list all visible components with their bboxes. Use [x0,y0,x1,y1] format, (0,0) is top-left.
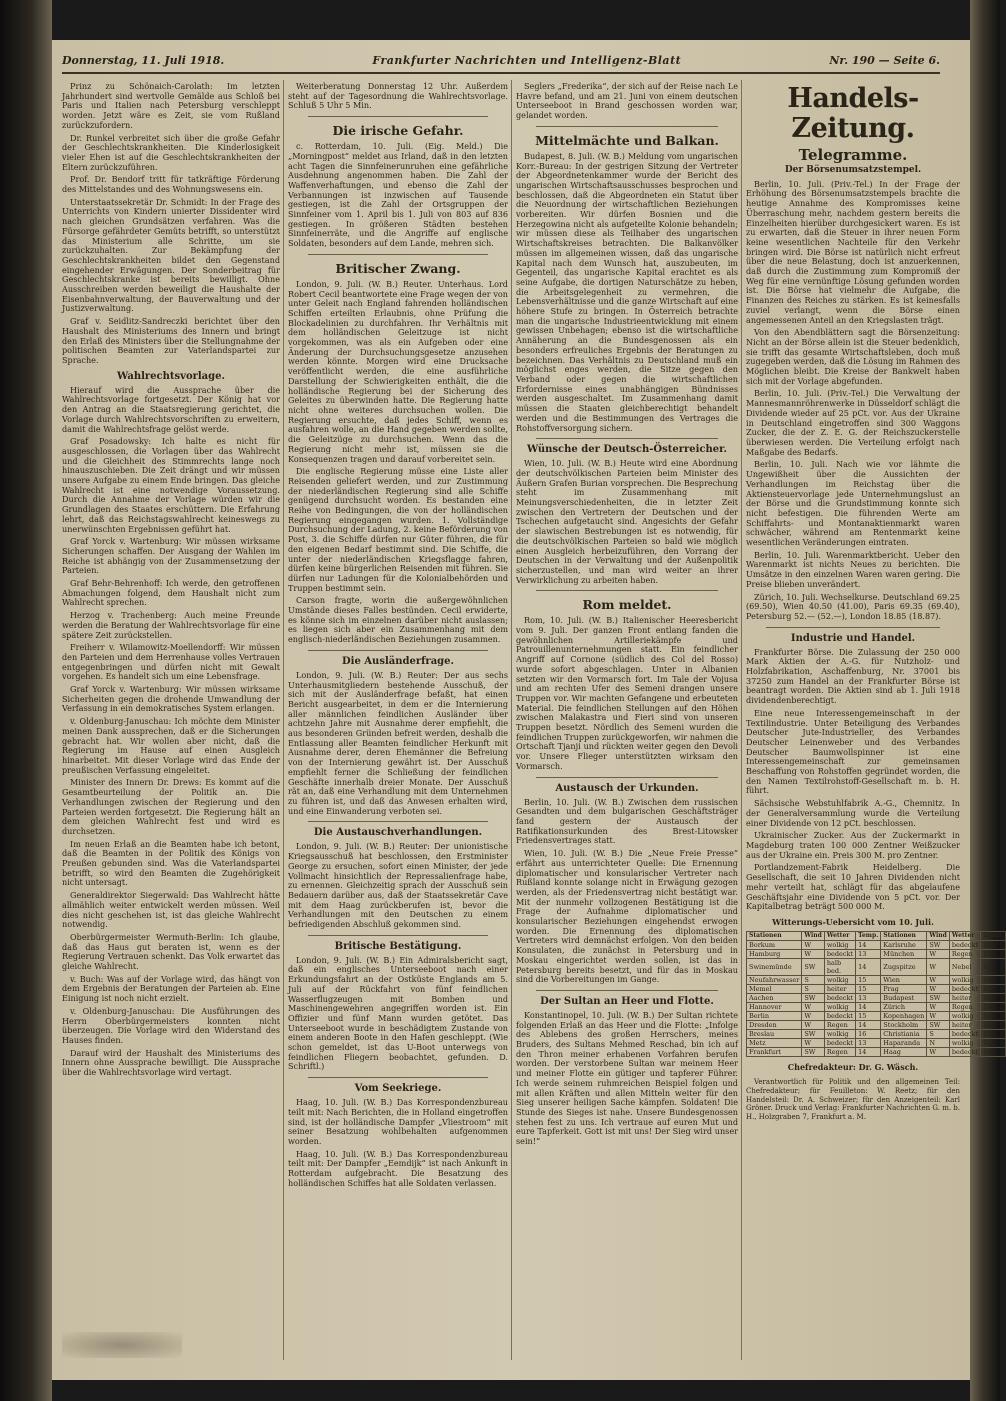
divider [536,438,718,439]
weather-cell: 15 [856,984,881,993]
continued-text: Seglers „Frederika“, der sich auf der Reise nach Le Havre befand, und am 21. Juni von einem deutschen Unterseeboot in Brand geschossen worden war, gelandet worden. [516,81,738,121]
weather-cell: 14 [856,1002,881,1011]
weather-cell: 13 [856,1038,881,1047]
weather-row [747,958,1006,975]
issue-date: Donnerstag, 11. Juli 1918. [62,54,225,67]
headline-british-confirmation: Britische Bestätigung. [334,940,462,952]
paragraph: Eine neue Interessengemeinschaft in der Textilindustrie. Unter Beteiligung des Verbandes Deutscher Jute-Industrieller, des Verbandes Deutscher Leinenweber und des Verbandes Deutscher Baumwollspinner ist eine Interessengemeinschaft zur gemeinsamen Beschaffung von Rohstoffen gegründet worden, die den Namen Textilrohstoff-Gesellschaft m. b. H. führt. [746,707,960,796]
weather-cell: wolkig [824,975,855,984]
weather-cell: Haparanda [881,1038,927,1047]
article-rome-reports [516,616,738,771]
paragraph: Berlin, 10. Juli. (Priv.-Tel.) Die Verwaltung der Mannesmannröhrenwerke in Düsseldorf schlägt die Dividende wieder auf 25 pCt. vor. Aus der Ukraine in Deutschland eingetroffen sind 300 Waggons Zucker, die der Z. E. G. der Reichszuckerstelle überwiesen werden. Die Verteilung erfolgt nach Maßgabe des Bedarfs. [746,388,960,457]
market-telegrams [746,328,960,621]
paragraph: Herzog v. Trachenberg: Auch meine Freunde werden die Beratung der Wahlrechtsvorlage für eine spätere Zeit zurückstellen. [62,610,280,640]
weather-cell: wolkig [824,1002,855,1011]
weather-overview-title: Witterungs-Uebersicht vom 10. Juli. [772,916,934,927]
paragraph: Die englische Regierung müsse eine Liste aller Reisenden geliefert werden, und zur Zustimmung der niederländischen Regierung sind alle Schiffe genügend durchsucht worden. Es bestanden eine Reihe von Bedingungen, die von der holländischen Regierung eingegangen wurden. 1. Vollständige Durchsuchung der Ladung, 2. keine Beförderung von Post, 3. die Schiffe dürfen nur Güter führen, die für den eigenen Bedarf bestimmt sind. Die Schiffe, die unter der niederländischen Kriegsflagge fahren, dürfen keine bürgerlichen Reisenden mit führen. Sie dürfen nur Ladungen für die Kolonialbehörden und Truppen bestimmt sein. [288,466,508,593]
paragraph: Berlin, 10. Juli. Warenmarktbericht. Ueber den Warenmarkt ist nichts Neues zu berichten. Die Umsätze in den einzelnen Waren waren gering. Die Preise blieben unverändert. [746,549,960,589]
herrenhaus-report [62,82,280,366]
paragraph: Sächsische Webstuhlfabrik A.-G., Chemnitz. In der Generalversammlung wurde die Verteilung einer Dividende von 12 pCt. beschlossen. [746,798,960,828]
weather-cell: 16 [981,1020,1006,1029]
section-heading-wahlrecht: Wahlrechtsvorlage. [116,370,225,382]
paragraph: v. Oldenburg-Januschau: Ich möchte dem Minister meinen Dank aussprechen, daß er die Sicherungen gebracht hat. Wir wollen aber nicht, daß die Regierung im Hause auf einen Ausgleich hinarbeitet. Mit dieser Vorlage wird das Ende der preußischen Verfassung eingeleitet. [62,716,280,775]
weather-cell: W [802,1038,824,1047]
editor-in-chief: Chefredakteur: Dr. G. Wäsch. [787,1061,919,1072]
weather-cell: 14 [981,1011,1006,1020]
weather-cell: S [927,1029,949,1038]
weather-cell: Kopenhagen [881,1011,927,1020]
paragraph: Prof. Dr. Bendorf tritt für tatkräftige Förderung des Mittelstandes und des Wohnungswesens ein. [62,174,280,195]
paragraph: Berlin, 10. Juli. (W. B.) Zwischen dem russischen Gesandten und dem bulgarischen Geschäftsträger fand gestern der Austausch der Ratifikationsurkunden des Brest-Litowsker Friedensvertrages statt. [516,796,738,846]
weather-row [747,949,1006,958]
weather-row [747,984,1006,993]
weather-cell: Karlsruhe [881,940,927,949]
weather-row [747,1038,1006,1047]
weather-cell: bedeckt [949,1029,980,1038]
weather-cell: 15 [981,975,1006,984]
weather-cell: 15 [856,1011,881,1020]
weather-cell: W [802,1011,824,1020]
weather-column-header: Temp. [856,931,881,940]
weather-table-header [747,931,1006,940]
weather-cell: Swinemünde [747,958,802,975]
headline-british-coercion: Britischer Zwang. [335,260,461,276]
weather-cell: Aachen [747,993,802,1002]
article-foreigners [288,671,508,817]
divider [536,990,718,991]
weather-cell: S [802,975,824,984]
column-4 [746,82,1004,1360]
weather-cell: W [927,1011,949,1020]
paragraph: Graf Yorck v. Wartenburg: Wir müssen wirksame Sicherheiten gegen die drohende Umwandlung der Verfassung in ein demokratisches System erlangen. [62,684,280,714]
paragraph: London, 9. Juli. (W. B.) Reuter: Der unionistische Kriegsausschuß hat beschlossen, den Erstminister George zu ersuchen, sofort einen Minister, der jede Vollmacht hinsichtlich der Repressalienfrage habe, zu ernennen. Gleichzeitig sprach der Ausschuß sein Bedauern darüber aus, daß der Staatssekretär Cave mit dem Haag zurückberufen ist, bevor die Verhandlungen mit den Deutschen zu einem befriedigenden Abschluß gekommen sind. [288,841,508,930]
page-binding [0,0,52,1401]
weather-cell: 14 [856,958,881,975]
paragraph: Berlin, 10. Juli. Nach wie vor lähmte die Ungewißheit über die Aussichten der Verhandlungen im Reichstag über die Aktiensteuervorlage jede Unternehmungslust an der Börse und die Grundstimmung konnte sich nicht befestigen. Die führenden Werte am Schiffahrts- und Montanaktienmarkt waren schwächer, während am Rentenmarkt keine wesentlichen Veränderungen eintraten. [746,459,960,548]
paragraph: c. Rotterdam, 10. Juli. (Eig. Meld.) Die „Morningpost“ meldet aus Irland, daß in den letzten acht Tagen die Sinnfeinerunruhen eine gefährliche Ausdehnung angenommen haben. Die Zahl der Waffenverhaftungen, und ebenso die Zahl der Verbannungen ist inzwischen auf Tausende gestiegen, ist die Zahl der Ortsgruppen der Sinnfeiner vom 1. April bis 1. Juli von 803 auf 836 gestiegen. In größeren Städten bestehen Sinnfeinerräte, und die Angriffe auf englische Soldaten, besonders auf dem Lande, mehren sich. [288,141,508,249]
weather-row [747,1047,1006,1056]
weather-cell: Breslau [747,1029,802,1038]
paragraph: Dr. Runkel verbreitet sich über die große Gefahr der Geschlechtskrankheiten. Die Kinderlosigkeit vieler Ehen ist auf die Geschlechtskrankheiten der Eltern zurückzuführen. [62,132,280,172]
weather-cell: wolkig [824,940,855,949]
weather-cell: 1 [981,958,1006,975]
weather-cell: heiter [949,1020,980,1029]
weather-cell: Berlin [747,1011,802,1020]
weather-cell: SW [802,958,824,975]
paragraph: Wien, 10. Juli. (W. B.) Heute wird eine Abordnung der deutschvölkischen Parteien beim Minister des Äußern Grafen Burian vorsprechen. Die Besprechung steht im Zusammenhang mit Meinungsverschiedenheiten, die in letzter Zeit zwischen den Vertretern der Deutschen und der Tschechen aufgetaucht sind. Angesichts der Gefahr der slawischen Bestrebungen ist es notwendig, für die deutschvölkischen Parteien so bald wie möglich einen Ausgleich herbeizuführen, den Vorrang der Deutschen in der Verwaltung und der Außenpolitik sicherzustellen, und man wird weiter an ihrer Verwirklichung zu arbeiten haben. [516,458,738,585]
weather-cell: heiter [824,984,855,993]
headline-foreigners: Die Ausländerfrage. [341,655,455,667]
divider [308,1077,488,1078]
weather-cell: bedeckt [824,949,855,958]
weather-cell: 14 [856,1020,881,1029]
column-rule [283,80,284,1360]
paragraph: Graf Posadowsky: Ich halte es nicht für ausgeschlossen, die Vorlagen über das Wahlrecht und die Gleichheit des Stimmrechts lange noch hinauszuschieben. Die Zeit drängt und wir müssen unsere Aufgabe zu einem Ende bringen. Das gleiche Wahlrecht ist eine notwendige Voraussetzung. Durch die Annahme der Vorlage würden wir die Grundlagen des Staates erschüttern. Die Erfahrung lehrt, daß das Reichstagswahlrecht keineswegs zu unerwünschten Ergebnissen geführt hat. [62,436,280,534]
weather-column-header: Stationen [747,931,802,940]
weather-column-header: Wetter [949,931,980,940]
paragraph: Konstantinopel, 10. Juli. (W. B.) Der Sultan richtete folgenden Erlaß an das Heer und die Flotte: „Infolge des Ablebens des großen Herrschers, meines Bruders, des Sultans Mehmed Reschad, bin ich auf den Thron meiner erhabenen Vorfahren berufen worden. Der verstorbene Sultan war meinem Heer und meiner Flotte ein gütiger und tapferer Führer. Ich werde seinem ruhmreichen Beispiel folgen und mit allen Kräften und allen Mitteln weiter für den Sieg unserer heiligen Sache kämpfen. Soldaten! Die Stunde des Sieges ist nahe. Unsere Bundesgenossen stehen fest zu uns. Ich vertraue auf euren Mut und eure Tapferkeit. Gott ist mit uns! Der Sieg wird unser sein!“ [516,1009,738,1147]
weather-cell: Regen [824,1047,855,1056]
weather-cell: Neufahrwasser [747,975,802,984]
weather-row [747,1002,1006,1011]
weather-cell: 14 [856,1047,881,1056]
weather-cell: Stockholm [881,1020,927,1029]
paragraph: London, 9. Juli. (W. B.) Reuter. Unterhaus. Lord Robert Cecil beantwortete eine Frage wegen der von unter Geleit nach England fahrenden holländischen Schiffen erteilten Erlaubnis, ohne Prüfung die Blockadelinien zu durchfahren. Ihr Verhältnis mit dem holländischen Geleitzuge ist nicht vorgekommen, was als ein Aufgeben oder eine Änderung der Durchsuchungsgesetze anzusehen werden könnte. Morgen wird eine Drucksache veröffentlicht werden, die eine ausführliche Darstellung der Schwierigkeiten enthält, die die holländische Regierung bei der Sicherung des Geleites zu überwinden hatte. Die Regierung hatte nicht ohne weiteres durchsuchen wollen. Die Regierung ersuchte, daß jedes Schiff, wenn es ausfahren wolle, an die Hand gegeben werden sollte, die Geleitzüge zu durchsuchen. Wenn das die Regierung nicht mehr ist, müssen sie die Konsequenzen tragen und darauf vorbereitet sein. [288,278,508,464]
weather-cell: bedeckt [949,1047,980,1056]
weather-cell: SW [802,993,824,1002]
paragraph: Unterstaatssekretär Dr. Schmidt: In der Frage des Unterrichts von Kindern unierter Dissidenter wird nach gleichen Grundsätzen verfahren. Was die Fürsorge gefährdeter Gemüts betrifft, so unterstützt das Ministerium alle Schritte, um sie zurückzuhalten. Zur Bekämpfung der Geschlechtskrankheiten bildet den Gegenstand eingehender Erwägungen. Der Sonderbeitrag für Geschlechtskranke ist bereits bewilligt. Ohne Ausschreiben werden beweiligt die Haushalte der Eisenbahnverwaltung, der Bauverwaltung und der Justizverwaltung. [62,196,280,314]
weather-row [747,940,1006,949]
headline-exchange-negotiations: Die Austauschverhandlungen. [313,827,483,839]
column-2 [288,82,508,1360]
weather-row [747,993,1006,1002]
page-number: Nr. 190 — Seite 6. [829,54,940,67]
weather-cell: Regen [949,1002,980,1011]
paragraph: Im neuen Erlaß an die Beamten habe ich betont, daß die Beamten in der Politik des Königs von Preußen gebunden sind. Was die Vaterlandspartei betrifft, so wird den Beamten die Zugehörigkeit nicht untersagt. [62,838,280,888]
article-sultan [516,1011,738,1147]
weather-cell: bedeckt [824,993,855,1002]
section-title-handels-zeitung: Handels-Zeitung. [787,83,919,144]
weather-cell: W [927,958,949,975]
weather-cell: W [802,949,824,958]
newspaper-page [52,40,1004,1380]
weather-cell: Memel [747,984,802,993]
headline-irish-danger: Die irische Gefahr. [332,123,464,139]
column-1 [62,82,280,1360]
weather-cell: wolkig [949,1038,980,1047]
article-naval-war [288,1098,508,1188]
weather-cell: W [802,940,824,949]
divider [308,821,488,822]
weather-cell: halb bed. [824,958,855,975]
headline-stock-tax: Der Börsenumsatzstempel. [784,165,922,175]
weather-cell: Christiania [881,1029,927,1038]
weather-cell: 16 [856,1029,881,1038]
weather-cell: SW [802,1047,824,1056]
paragraph: Von den Abendblättern sagt die Börsenzeitung: Nicht an der Börse allein ist die Steuer bedenklich, sie trifft das gesamte Wirtschaftsleben, doch muß zugegeben werden, daß die Lösung im Rahmen des Möglichen bleibt. Die Kreise der Bankwelt haben sich mit der Vorlage abgefunden. [746,327,960,386]
column-3 [516,82,738,1360]
weather-cell: bedeckt [824,1038,855,1047]
paper-title: Frankfurter Nachrichten und Intelligenz-Blatt [372,54,682,67]
divider [536,777,718,778]
article-exchange-negotiations [288,842,508,929]
headline-industry-trade: Industrie und Handel. [790,632,916,644]
headline-german-austrian-wishes: Wünsche der Deutsch-Österreicher. [527,444,727,456]
divider [766,627,940,628]
weather-cell: N [927,1038,949,1047]
wahlrecht-debate [62,386,280,1078]
weather-cell: Haag [881,1047,927,1056]
weather-cell: Regen [824,1020,855,1029]
weather-cell: wolkig [949,1011,980,1020]
paragraph: Oberbürgermeister Wermuth-Berlin: Ich glaube, daß das Haus gut beraten ist, wenn es der Regierung Vertrauen schenkt. Das Volk erwartet das gleiche Wahlrecht. [62,931,280,972]
weather-cell: W [927,1047,949,1056]
weather-cell: W [927,1002,949,1011]
paragraph: Hierauf wird die Aussprache über die Wahlrechtsvorlage fortgesetzt. Der König hat vor den Antrag an die Staatsregierung gerichtet, die Vorlage durch Wahlrechtsvorschriften zu erweitern, damit die Wahlrechtsfrage gelöst werde. [62,384,280,434]
imprint: Verantwortlich für Politik und den allgemeinen Teil: Chefredakteur; für Feuilleton: W. Reetz; für den Handelsteil: Dr. A. Schweizer; für den Anzeigenteil: Karl Gröner. Druck und Verlag: Frankfurter Nachrichten G. m. b. H., Holzgraben 7, Frankfurt a. M. [746,1078,960,1121]
weather-cell: Budapest [881,993,927,1002]
weather-row [747,975,1006,984]
weather-cell: SW [927,940,949,949]
paragraph: Graf Yorck v. Wartenburg: Wir müssen wirksame Sicherungen schaffen. Der Ausgang der Wahlen im Reiche ist abhängig von der Zusammensetzung der Parteien. [62,536,280,576]
subsection-telegramme: Telegramme. [798,146,908,164]
weather-cell: 13 [981,1029,1006,1038]
paragraph: Darauf wird der Haushalt des Ministeriums des Innern ohne Aussprache bewilligt. Die Aussprache über die Wahlrechtsvorlage wird vertagt. [62,1047,280,1078]
divider [536,590,718,591]
weather-cell: bedeckt [949,940,980,949]
session-note: Weiterberatung Donnerstag 12 Uhr. Außerdem steht auf der Tagesordnung die Wahlrechtsvorlage. Schluß 5 Uhr 5 Min. [288,81,508,111]
paragraph: Minister des Innern Dr. Drews: Es kommt auf die Gesamtbeurteilung der Politik an. Die Verhandlungen zwischen der Regierung und den Parteien werden fortgesetzt. Die Regierung hält an dem gleichen Wahlrecht fest und wird es durchsetzen. [62,777,280,836]
page-edge [970,0,1000,1401]
headline-rome-reports: Rom meldet. [582,597,672,613]
weather-cell: W [927,984,949,993]
paragraph: Graf Behr-Behrenhoff: Ich werde, den getroffenen Abmachungen folgend, dem Haushalt nicht zum Wahlrecht sprechen. [62,578,280,608]
paragraph: London, 9. Juli. (W. B.) Reuter: Der aus sechs Unterhausmitgliedern bestehende Ausschuß, der sich mit der Ausländerfrage befaßt, hat einen Bericht ausgearbeitet, in dem er die Internierung aller männlichen feindlichen Ausländer über achtzehn Jahre mit Ausnahme derer empfiehlt, die aus besonderen Gründen befreit werden, deshalb die Entlassung aller Beamten feindlicher Herkunft mit Ausnahme derer, deren Ehemänner die Befreiung von der Internierung gewährt ist. Der Ausschuß empfiehlt ferner die Schließung der feindlichen Geschäfte innerhalb dreier Monate. Der Ausschuß rät an, daß eine Verhandlung mit dem Unternehmen zu führen ist, und daß das Anwesen erhalten wird, und eine Einwanderung verboten sei. [288,669,508,816]
paragraph: Haag, 10. Juli. (W. B.) Das Korrespondenzbureau teilt mit: Der Dampfer „Eemdijk“ ist nach Ankunft in Rotterdam aufgebracht. Die Besatzung des holländischen Schiffes hat alle Soldaten verlassen. [288,1148,508,1188]
divider [308,116,488,117]
paragraph: Portlandzement-Fabrik Heidelberg. Die Gesellschaft, die seit 10 Jahren Dividenden nicht mehr verteilt hat, schlägt für das abgelaufene Geschäftsjahr eine Dividende von 5 pCt. vor. Der Kapitalbetrag beträgt 500 000 M. [746,862,960,912]
weather-cell: 13 [856,993,881,1002]
weather-cell: SW [927,993,949,1002]
paper-stain [62,1332,182,1358]
weather-cell: Borkum [747,940,802,949]
weather-cell: Nebel [949,958,980,975]
weather-column-header: Wetter [824,931,855,940]
article-document-exchange [516,798,738,985]
article-irish [288,142,508,249]
weather-cell: 14 [856,940,881,949]
weather-row [747,1029,1006,1038]
weather-cell: W [802,1002,824,1011]
article-british-coercion [288,280,508,645]
weather-cell: heiter [949,993,980,1002]
divider [308,935,488,936]
headline-central-powers-balkans: Mittelmächte und Balkan. [535,132,719,148]
weather-cell: 15 [856,975,881,984]
divider [308,254,488,255]
weather-cell: S [802,984,824,993]
weather-cell: Hannover [747,1002,802,1011]
weather-cell: Prag [881,984,927,993]
weather-cell: 18 [981,993,1006,1002]
weather-cell: Wien [881,975,927,984]
weather-cell: 14 [981,1047,1006,1056]
paragraph: Prinz zu Schönaich-Carolath: Im letzten Jahrhundert sind wertvolle Gemälde aus Schloß bei Paris und Italien nach Petersburg verschleppt worden. Jetzt wäre es Zeit, sie vom Rußland zurückzufordern. [62,81,280,130]
weather-cell: Regen [949,949,980,958]
article-industry-trade [746,648,960,912]
weather-cell: wolkig [824,1029,855,1038]
weather-cell: bedeckt [824,1011,855,1020]
weather-table [746,931,1006,1057]
weather-column-header: Temp. [981,931,1006,940]
divider [536,126,718,127]
paragraph: v. Oldenburg-Januschau: Die Ausführungen des Herrn Oberbürgermeisters konnten nicht überzeugen. Die Vorlage wird den Widerstand des Hauses finden. [62,1005,280,1045]
weather-row [747,1020,1006,1029]
paragraph: Carson fragte, worin die außergewöhnlichen Umstände dieses Falles bestünden. Cecil erwiderte, es könne sich im einzelnen darüber nicht auslassen; es liegen sich aber ein Zusammenhang mit dem englisch-niederländischen Beziehungen zusammen. [288,595,508,645]
weather-cell: SW [927,1020,949,1029]
article-stock-tax [746,180,960,326]
weather-cell: München [881,949,927,958]
paragraph: Rom, 10. Juli. (W. B.) Italienischer Heeresbericht vom 9. Juli. Der ganzen Front entlang fanden die gewöhnlichen Artilleriekämpfe und Patrouillenunternehmungen statt. Ein feindlicher Angriff auf Cornone (südlich des Col del Rosso) wurde sofort abgeschlagen. Unter in Albanien setzten wir den Vormarsch fort. Im Tale der Vojusa und am rechten Ufer des Semeni drangen unsere Truppen vor. Wir machten Gefangene und erbeuteten Material. Die feindlichen Stellungen auf den Höhen zwischen Malakastra und Fieri sind von unseren Truppen besetzt. Nördlich des Semeni wurden die feindlichen Truppen zurückgeworfen, wir nahmen die Ortschaft Tjanji und rückten weiter gegen den Devoli vor. Unsere Flieger unterstützten wirksam den Vormarsch. [516,615,738,771]
weather-cell: W [927,975,949,984]
weather-cell: 13 [856,949,881,958]
weather-cell: Dresden [747,1020,802,1029]
paragraph: Berlin, 10. Juli. (Priv.-Tel.) In der Frage der Erhöhung des Börsenumsatzstempels brachte die heutige Annahme des Kompromisses keine Überraschung mehr, nachdem gestern bereits die Einzelheiten hierüber durchgesickert waren. Es ist zu erwarten, daß die Steuer in ihrer neuen Form keine wesentlichen Nachteile für den Verkehr bringen wird. Die Börse ist natürlich nicht erfreut über die neue Belastung, doch ist anzuerkennen, daß durch die Zustimmung zum Kompromiß der Weg für eine vernünftige Lösung gefunden worden ist. Die Börse hat vielmehr die Aufgabe, die Finanzen des Reiches zu stärken. Es ist keinesfalls zuviel verlangt, wenn die Börse einen angemessenen Anteil an den Kriegslasten trägt. [746,178,960,325]
weather-cell: W [927,949,949,958]
paragraph: Wien, 10. Juli. (W. B.) Die „Neue Freie Presse“ erfährt aus unterrichteter Quelle: Die Ernennung diplomatischer und konsularischer Vertreter nach Rußland konnte solange nicht in Erwägung gezogen werden, als der Friedensvertrag nicht bestätigt war. Mit der nunmehr vollzogenen Bestätigung ist die Frage der Aufnahme diplomatischer und konsularischer Beziehungen eingehendst erwogen worden. Die Ernennung des diplomatischen Vertreters wird demnächst erfolgen. Von den beiden Konsulaten, die zunächst in Petersburg und in Moskau eingerichtet werden sollen, ist das in Petersburg bereits besetzt, und für das in Moskau sind die Vorbereitungen im Gange. [516,848,738,985]
weather-cell: Frankfurt [747,1047,802,1056]
weather-cell: SW [802,1029,824,1038]
paragraph: Frankfurter Börse. Die Zulassung der 250 000 Mark Aktien der A.-G. für Nutzholz- und Holzfabrikation, Aschaffenburg, Nr. 37001 bis 37250 zum Handel an der Frankfurter Börse ist beantragt worden. Die Aktien sind ab 1. Juli 1918 dividendenberechtigt. [746,646,960,706]
weather-row [747,1011,1006,1020]
weather-column-header: Wind [927,931,949,940]
weather-cell: wolkig [949,975,980,984]
weather-cell: Hamburg [747,949,802,958]
headline-sultan-army-fleet: Der Sultan an Heer und Flotte. [540,995,714,1007]
column-rule [741,80,742,1360]
paragraph: v. Buch: Was auf der Vorlage wird, das hängt von dem Ergebnis der Beratungen der Parteien ab. Eine Einigung ist noch nicht erzielt. [62,973,280,1004]
weather-cell: 10 [981,1038,1006,1047]
paragraph: Generaldirektor Siegerwald: Das Wahlrecht hätte allmählich weiter entwickelt werden müssen. Weil dies nicht geschehen ist, ist das gleiche Wahlrecht notwendig. [62,890,280,930]
masthead [62,52,940,74]
weather-column-header: Wind [802,931,824,940]
weather-cell: 13 [981,949,1006,958]
paragraph: London, 9. Juli. (W. B.) Ein Admiralsbericht sagt, daß ein englisches Unterseeboot nach einer Erkundungsfahrt an der Ostküste Englands am 5. Juli auf der Rückfahrt von fünf feindlichen Wasserflugzeugen mit Bomben und Maschinengewehren angegriffen worden ist. Ein Offizier und fünf Mann wurden getötet. Das Unterseeboot wurde in beschädigtem Zustande von einem anderen Boote in den Hafen geschleppt. (Wie schon gemeldet, ist das U-Boot unterwegs von feindlichen Fliegern beobachtet, gefunden. D. Schriftl.) [288,954,508,1072]
weather-cell: Zugspitze [881,958,927,975]
headline-document-exchange: Austausch der Urkunden. [555,782,699,794]
weather-cell: 14 [981,984,1006,993]
article-british-confirmation [288,956,508,1072]
article-central-powers [516,152,738,433]
column-rule [511,80,512,1360]
weather-cell: bedeckt [949,984,980,993]
paragraph: Ukrainischer Zucker. Aus der Zuckermarkt in Magdeburg traten 100 000 Zentner Weißzucker aus der Ukraine ein. Preis 300 M. pro Zentner. [746,830,960,860]
weather-cell: 12 [981,1002,1006,1011]
weather-column-header: Stationen [881,931,927,940]
weather-table-body [747,940,1006,1056]
weather-cell: Zürich [881,1002,927,1011]
paragraph: Zürich, 10. Juli. Wechselkurse. Deutschland 69.25 (69.50), Wien 40.50 (41.00), Paris 69.35 (69.40), Petersburg 52.— (52.—), London 18.85 (18.87). [746,591,960,621]
headline-naval-war: Vom Seekriege. [354,1083,442,1095]
paragraph: Haag, 10. Juli. (W. B.) Das Korrespondenzbureau teilt mit: Nach Berichten, die in Holland eingetroffen sind, ist der holländische Dampfer „Vliestroom“ mit seiner Besatzung wohlbehalten aufgenommen worden. [288,1097,508,1146]
paragraph: Graf v. Seidlitz-Sandreczki berichtet über den Haushalt des Ministeriums des Innern und bringt den Erlaß des Ministers über die Stellungnahme der politischen Beamten zur Vaterlandspartei zur Sprache. [62,316,280,365]
article-german-austrian-wishes [516,459,738,585]
weather-cell: Metz [747,1038,802,1047]
paragraph: Budapest, 8. Juli. (W. B.) Meldung vom ungarischen Korr.-Bureau: In der gestrigen Sitzung der Vertreter der Abgeordnetenkammer wurde der Bericht des ungarischen Wirtschaftsausschusses besprochen und beschlossen, daß die Abgeordneten ein Statut über die Neuordnung der wirtschaftlichen Beziehungen vorbereiten. Wir dürfen Bosnien und die Herzegowina nicht als aufgeteilte Kolonie behandeln; wir müssen diese als Teilhaber des ungarischen Wirtschaftskreises betrachten. Die Balkanvölker müssen im allgemeinen wissen, daß das ungarische Kapital nach dem Wunsch hat, auszubeuten, im Gegenteil, das ungarische Kapital erachtet es als seine Aufgabe, die dortigen Naturschätze zu heben, die Arbeitsgelegenheit zu vermehren, die Lebensverhältnisse und die ganze Wirtschaft auf eine höhere Stufe zu bringen. In Österreich betrachte man die ungarische Industrieentwicklung mit einem gewissen Unbehagen; ebenso ist die wirtschaftliche Annäherung an die Bundesgenossen als ein besonders erfreuliches Ergebnis der Beratungen zu bezeichnen. Das Verhältnis zu Deutschland muß ein möglichst enges werden, die Sitze gegen den Verband oder gegen die wirtschaftlichen Erfordernisse eines unabhängigen Bündnisses werden ausgeschaltet. Im Zusammenhang damit müssen die Staaten gleichberechtigt behandelt werden und die Bestimmungen des Vertrages die Rohstoffversorgung sichern. [516,150,738,433]
weather-cell: W [802,1020,824,1029]
weather-cell: 16 [981,940,1006,949]
paragraph: Freiherr v. Wilamowitz-Moellendorff: Wir müssen den Parteien und dem Herrenhause volles Vertrauen entgegenbringen und dürfen nicht mit Gewalt vorgehen. Es handelt sich um eine Lebensfrage. [62,642,280,682]
divider [308,650,488,651]
